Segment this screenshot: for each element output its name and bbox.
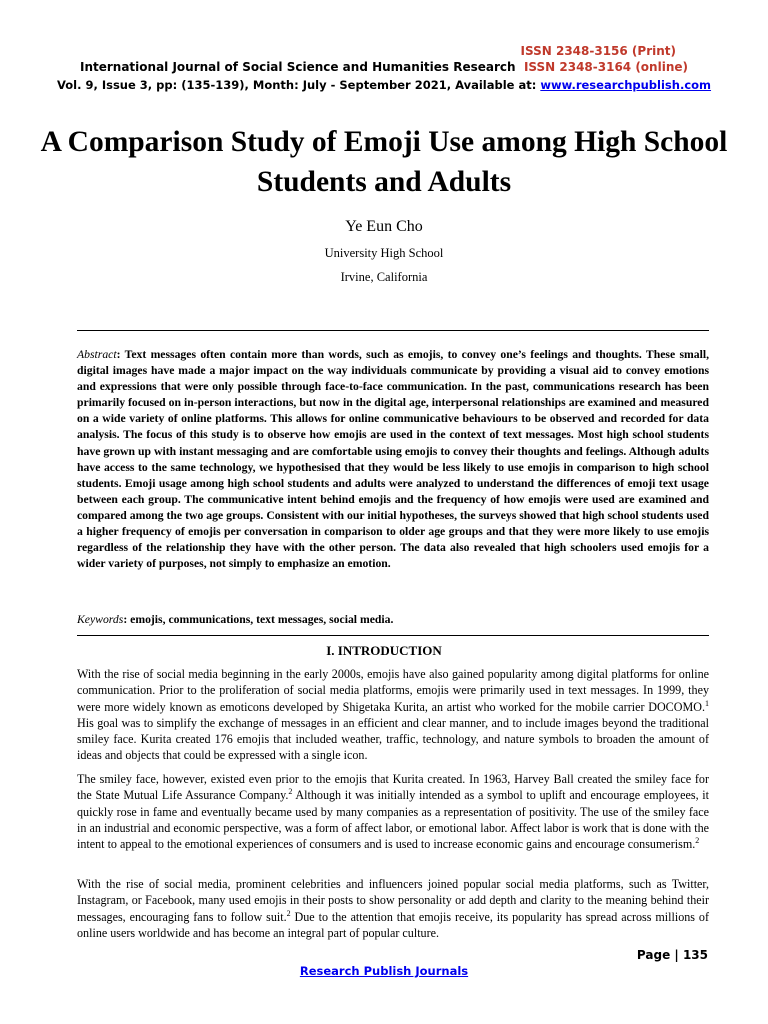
abstract-text: : Text messages often contain more than words, such as emojis, to convey one’s feelings and thoughts. These small, digital images have made a major impact on the way individuals communicate by providing a visual aid to convey emotions and expressions that were only possible through face-to-face communication. In the past, communications research has been primarily focused on in-person interactions, but now in the digital age, interpersonal relationships are examined and measured on a wide variety of online platforms. This allows for online communicative behaviours to be observed and recorded for data analysis. The focus of this study is to observe how emojis are used in the context of text messages. Most high school students have grown up with instant messaging and are comfortable using emojis to convey their thoughts and feelings. Although adults have access to the same technology, we hypothesised that they would be less likely to use emojis in comparison to high school students. Emoji usage among high school students and adults were analyzed to understand the differences of emoji text usage between each group. The communicative intent behind emojis and the frequency of how emojis were used are examined and compared among the two age groups. Consistent with our initial hypotheses, the surveys showed that high school students used a higher frequency of emojis per conversation in comparison to older age groups and that they were more likely to use emojis regardless of the relationship they have with the other person. The data also revealed that high schoolers used emojis for a wider variety of purposes, not simply to emphasize an emotion. (77, 348, 709, 571)
page-number: Page | 135 (636, 948, 708, 962)
volume-line (0, 78, 768, 92)
body-paragraph: With the rise of social media beginning in the early 2000s, emojis have also gained popularity among digital platforms for online communication. Prior to the proliferation of social media platforms, emojis were primarily used in text messages. In 1999, they were more widely known as emoticons developed by Shigetaka Kurita, an artist who worked for the mobile carrier DOCOMO.$^1$ His goal was to simplify the exchange of messages in an efficient and clear manner, and to include images beyond the traditional smiley face. Kurita created 176 emojis that included weather, traffic, technology, and nature symbols to broaden the amount of ideas and objects that could be expressed with a single icon. (77, 667, 709, 763)
footnote-ref: 2 (286, 908, 291, 918)
footnote-ref: 2 (695, 836, 700, 846)
paper-title: A Comparison Study of Emoji Use among High School Students and Adults (40, 126, 728, 198)
keywords-label: Keywords (77, 613, 124, 626)
author-affiliation: University High School (324, 246, 444, 260)
abstract-bottom-rule (77, 635, 709, 636)
journal-header (0, 60, 768, 74)
footnote-ref: 2 (288, 787, 293, 797)
body-paragraph: The smiley face, however, existed even prior to the emojis that Kurita created. In 1963, Harvey Ball created the smiley face for the State Mutual Life Assurance Company.$^2$ Although it was initially intended as a symbol to uplift and encourage employees, it quickly rose in fame and eventually became used by many companies as a representation of positivity. The use of the smiley face in an industrial and economic perspective, was a form of affect labor, or emotional labor. Affect labor is work that is done with the intent to appeal to the emotional experiences of consumers and is used to increase economic gains and encourage consumerism.$^2$ (77, 772, 709, 852)
author-name: Ye Eun Cho (345, 218, 423, 235)
abstract (77, 347, 709, 572)
footnote-ref: 1 (705, 698, 709, 708)
author-location: Irvine, California (340, 270, 428, 284)
abstract-label: Abstract (77, 348, 117, 361)
issn-print: ISSN 2348-3156 (Print) (520, 44, 676, 58)
website-link[interactable]: www.researchpublish.com (540, 78, 712, 92)
keywords-text: : emojis, communications, text messages, social media. (123, 613, 394, 626)
journal-name: International Journal of Social Science and Humanities Research (79, 60, 516, 74)
keywords (77, 612, 709, 628)
issn-online: ISSN 2348-3164 (online) (523, 60, 688, 74)
publisher-link[interactable]: Research Publish Journals (299, 964, 469, 978)
abstract-top-rule (77, 330, 709, 331)
body-paragraph: With the rise of social media, prominent celebrities and influencers joined popular social media platforms, such as Twitter, Instagram, or Facebook, many used emojis in their posts to show personality or add depth and clarity to the meaning behind their messages, encouraging fans to follow suit.$^2$ Due to the attention that emojis receive, its popularity has spread across millions of online users worldwide and has become an integral part of popular culture. (77, 877, 709, 940)
section-heading: I. INTRODUCTION (326, 643, 442, 658)
volume-info: Vol. 9, Issue 3, pp: (135-139), Month: July - September 2021, Available at: (56, 78, 537, 92)
